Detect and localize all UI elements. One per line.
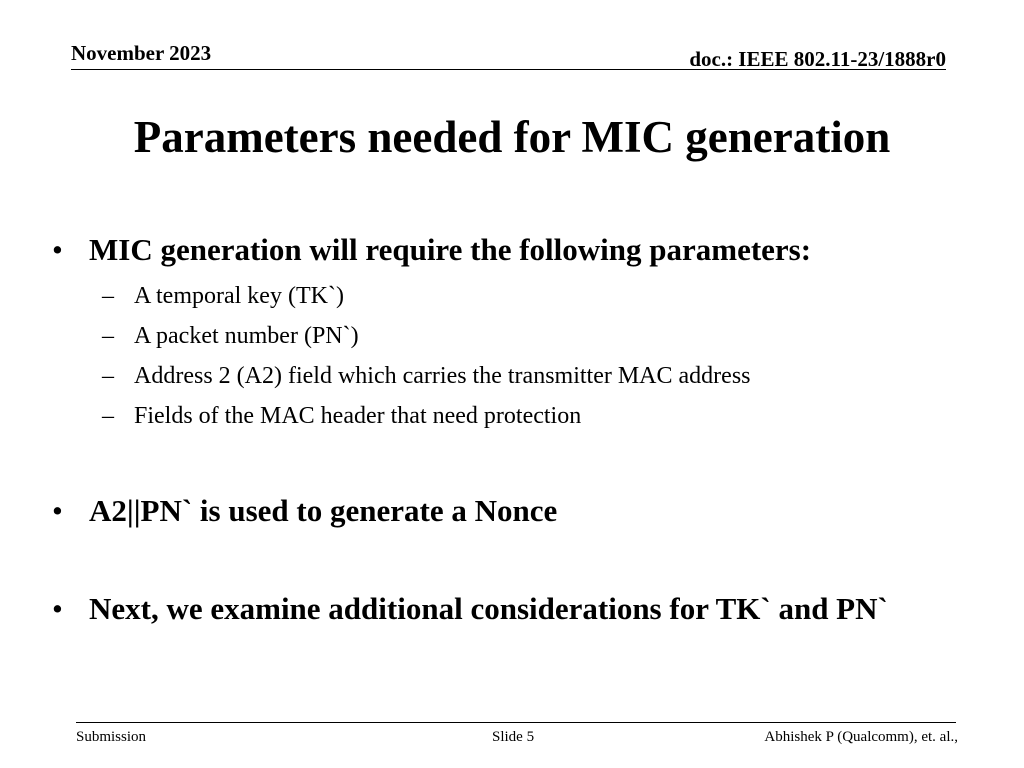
bullet-item-nonce [52, 492, 557, 530]
sub-item-dash-icon: – [102, 323, 114, 349]
footer-submission: Submission [76, 729, 147, 745]
footer-author: Abhishek P (Qualcomm), et. al., [764, 729, 958, 745]
sub-item-text: Address 2 (A2) field which carries the transmitter MAC address [134, 363, 751, 389]
sub-item-dash-icon: – [102, 283, 114, 309]
sub-item-temporal-key [102, 281, 344, 311]
slide-title: Parameters needed for MIC generation [133, 112, 891, 162]
sub-item-address-2 [102, 361, 751, 391]
sub-item-text: A packet number (PN`) [134, 323, 359, 349]
sub-item-text: A temporal key (TK`) [134, 283, 344, 309]
header-date: November 2023 [71, 41, 212, 65]
bullet-dot-icon: • [52, 493, 63, 528]
sub-item-mac-header-fields [102, 401, 581, 431]
sub-item-text: Fields of the MAC header that need protection [134, 403, 582, 429]
header-divider [71, 69, 946, 70]
sub-item-dash-icon: – [102, 403, 114, 429]
bullet-text: Next, we examine additional considerations for TK` and PN` [89, 591, 888, 626]
sub-item-dash-icon: – [102, 363, 114, 389]
bullet-dot-icon: • [52, 232, 63, 267]
sub-item-packet-number [102, 321, 359, 351]
header-doc-id: doc.: IEEE 802.11-23/1888r0 [689, 47, 946, 71]
bullet-item-next-considerations [52, 590, 888, 628]
footer-slide-number: Slide 5 [492, 729, 535, 745]
bullet-text: A2||PN` is used to generate a Nonce [89, 493, 558, 528]
footer-divider [76, 722, 956, 723]
bullet-dot-icon: • [52, 591, 63, 626]
bullet-text: MIC generation will require the following parameters: [89, 232, 812, 267]
bullet-item-mic-parameters [52, 231, 811, 269]
